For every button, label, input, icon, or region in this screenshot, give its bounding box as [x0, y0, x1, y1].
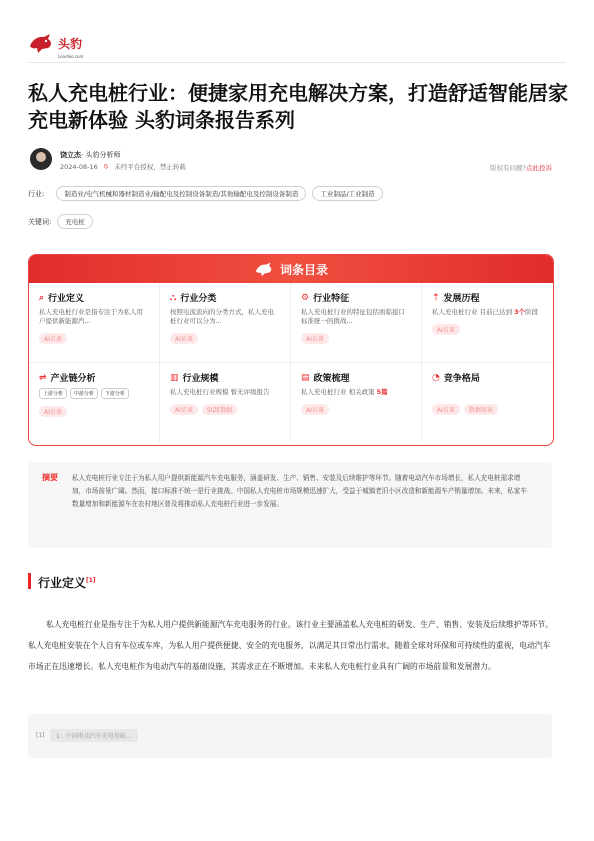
item-title: 行业分类 [180, 294, 217, 304]
classification-icon: ⛬ [170, 292, 177, 303]
copyright-notice: 未经平台授权，禁止转载 [114, 163, 186, 171]
item-title: 政策梳理 [313, 374, 350, 384]
item-title: 竞争格局 [443, 374, 480, 384]
directory-card [28, 254, 554, 446]
ai-interview-pill[interactable]: AI访谈 [432, 404, 460, 415]
item-desc: 按照电流流向的分类方式，私人充电桩行业可以分为... [170, 308, 274, 325]
industry-tag[interactable]: 制造业/电气机械和器材制造业/输配电及控制设备制造/其他输配电及控制设备制造 [56, 186, 306, 201]
section-title [38, 574, 96, 591]
abstract-text: 私人充电桩行业专注于为私人用户提供新能源汽车充电服务，涵盖研发、生产、销售、安装及后续维护等环节。随着电动汽车市场增长，私人充电桩需求增加，市场前景广阔。然而，接口标准不统一是行业挑战。中国私人充电桩市场规模迅速扩大，受益于城镇老旧小区改造和新能源车产销量增加。未来，私家车数量增加和新能源车在农村地区普及将推动私人充电桩行业进一步发展。 [72, 474, 527, 508]
scale-icon: ▥ [170, 372, 179, 383]
directory-grid [29, 283, 553, 443]
stage-count: 3个 [514, 308, 526, 316]
header-divider [28, 62, 566, 63]
reference-chip[interactable]: 1：中国电动汽车充电基础... [50, 729, 138, 742]
abstract-label: 摘要 [42, 473, 58, 482]
logo-text: 头豹 [58, 36, 83, 51]
ai-interview-pill[interactable]: AI访谈 [39, 406, 67, 417]
item-title: 行业规模 [182, 374, 219, 384]
author-meta [60, 162, 186, 171]
policy-icon: ▤ [301, 372, 310, 383]
item-desc: 私人充电桩行业规模 暂无评级报告 [170, 388, 270, 396]
ai-interview-pill[interactable]: AI访谈 [301, 333, 329, 344]
industry-tag[interactable]: 工业制品/工业制造 [312, 186, 382, 201]
industry-label: 行业: [28, 189, 45, 198]
item-desc: 私人充电桩行业的特征包括面临接口标准统一的挑战... [301, 308, 405, 325]
logo-subtext: Leadleo.com [58, 54, 84, 59]
brand-logo[interactable] [28, 32, 84, 59]
directory-item-history[interactable] [422, 283, 553, 363]
keyword-row [28, 214, 99, 229]
desc-text: 私人充电桩行业 相关政策 [301, 388, 377, 396]
item-desc: 私人充电桩行业是指专注于为私人用户提供新能源汽... [39, 308, 143, 325]
author-avatar [30, 148, 52, 170]
ai-interview-pill[interactable]: AI访谈 [170, 404, 198, 415]
directory-item-scale[interactable] [160, 363, 291, 443]
size-data-pill[interactable]: SIZE数据 [202, 404, 237, 415]
directory-item-features[interactable] [291, 283, 422, 363]
abstract-box [28, 462, 552, 548]
keyword-tag[interactable]: 充电桩 [57, 214, 93, 229]
ai-interview-pill[interactable]: AI访谈 [170, 333, 198, 344]
section-paragraph: 私人充电桩行业是指专注于为私人用户提供新能源汽车充电服务的行业。该行业主要涵盖私人充电桩的研发、生产、销售、安装及后续维护等环节。私人充电桩安装在个人自有车位或车库，为私人用户提供便捷、安全的充电服务，以满足其日常出行需求。随着全球对环保和可持续性的重视，电动汽车市场正在迅速增长。私人充电桩作为电动汽车的基础设施，其需求正在不断增加。未来私人充电桩行业具有广阔的市场前景和发展潜力。 [28, 620, 553, 671]
leopard-icon [254, 261, 274, 277]
item-title: 发展历程 [443, 294, 480, 304]
midstream-tag[interactable]: 中游分析 [70, 388, 98, 399]
publish-date: 2024-08-16 [60, 162, 98, 171]
desc-text: 私人充电桩行业 目前已达到 [432, 308, 515, 316]
ai-interview-pill[interactable]: AI访谈 [39, 333, 67, 344]
no-entry-icon: ⦸ [103, 162, 109, 170]
reference-number: [1] [36, 732, 45, 739]
directory-item-definition[interactable] [29, 283, 160, 363]
section-marker [28, 573, 31, 589]
ai-interview-pill[interactable]: AI访谈 [301, 404, 329, 415]
author-role: · 头豹分析师 [81, 151, 121, 159]
features-icon: ⚙ [301, 292, 310, 303]
section-title-text: 行业定义 [38, 576, 87, 590]
policy-count: 5篇 [376, 388, 388, 396]
report-title: 私人充电桩行业：便捷家用充电解决方案，打造舒适智能居家充电新体验 头豹词条报告系列 [28, 81, 568, 132]
author-name: 饶立杰 [60, 151, 81, 159]
author-line [60, 150, 120, 160]
directory-header [29, 255, 553, 283]
desc-text: 阶段 [525, 308, 539, 316]
directory-item-policy[interactable] [291, 363, 422, 443]
upstream-tag[interactable]: 上游分析 [39, 388, 67, 399]
directory-title: 词条目录 [279, 262, 328, 277]
competition-icon: ◔ [432, 372, 440, 383]
history-icon: ⇡ [432, 292, 440, 303]
rights-question: 版权有问题? [490, 164, 526, 172]
directory-item-competition[interactable] [422, 363, 553, 443]
rights-line [490, 163, 552, 172]
leopard-logo-icon [28, 32, 54, 54]
item-title: 产业链分析 [50, 374, 96, 384]
directory-item-chain[interactable] [29, 363, 160, 443]
downstream-tag[interactable]: 下游分析 [101, 388, 129, 399]
ai-interview-pill[interactable]: AI访谈 [432, 324, 460, 335]
footnote-ref[interactable]: [1] [86, 577, 96, 584]
definition-icon: ⌕ [39, 292, 45, 303]
item-desc [432, 388, 543, 397]
industry-row [28, 186, 389, 201]
keyword-label: 关键词: [28, 217, 52, 226]
chain-icon: ⇌ [39, 372, 47, 383]
item-title: 行业特征 [313, 294, 350, 304]
item-desc [432, 308, 543, 317]
directory-item-classification[interactable] [160, 283, 291, 363]
chain-tags [39, 388, 149, 399]
report-link[interactable]: 点此投诉 [526, 164, 552, 172]
item-title: 行业定义 [48, 294, 85, 304]
item-desc [301, 388, 411, 397]
data-chart-pill[interactable]: 数据图表 [464, 404, 498, 415]
